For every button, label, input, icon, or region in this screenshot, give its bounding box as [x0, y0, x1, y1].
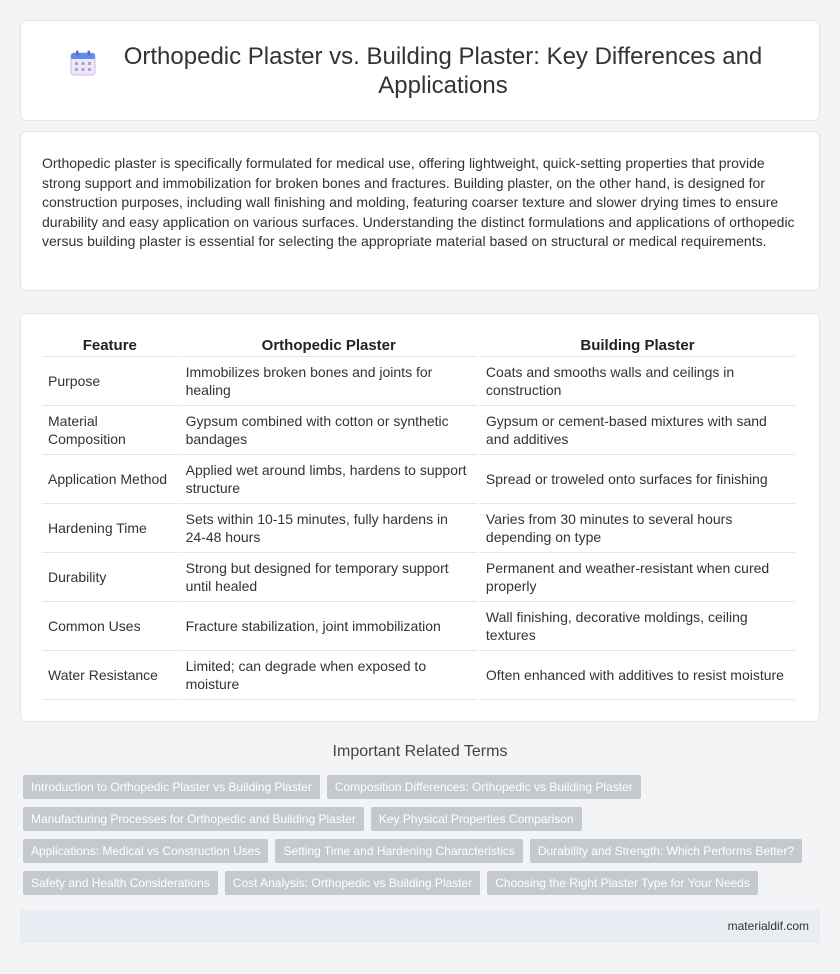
- table-row: [42, 553, 795, 602]
- cell-orthopedic: Gypsum combined with cotton or synthetic bandages: [180, 406, 478, 455]
- related-term-tag[interactable]: Key Physical Properties Comparison: [371, 807, 582, 831]
- header-card: [20, 20, 820, 121]
- table-row: [42, 651, 795, 700]
- tag-row: [23, 775, 823, 799]
- table-row: [42, 504, 795, 553]
- related-term-tag[interactable]: Composition Differences: Orthopedic vs Building Plaster: [327, 775, 641, 799]
- table-header-row: [42, 334, 795, 357]
- cell-feature: Durability: [42, 553, 178, 602]
- cell-building: Wall finishing, decorative moldings, ceiling textures: [480, 602, 795, 651]
- tag-row: [23, 807, 823, 831]
- cell-orthopedic: Applied wet around limbs, hardens to support structure: [180, 455, 478, 504]
- related-terms-list: [23, 775, 823, 903]
- related-term-tag[interactable]: Introduction to Orthopedic Plaster vs Building Plaster: [23, 775, 320, 799]
- related-term-tag[interactable]: Setting Time and Hardening Characteristics: [275, 839, 522, 863]
- comparison-table: [40, 334, 797, 700]
- table-row: [42, 602, 795, 651]
- header-building: Building Plaster: [480, 334, 795, 357]
- related-term-tag[interactable]: Safety and Health Considerations: [23, 871, 218, 895]
- tag-row: [23, 871, 823, 895]
- cell-building: Often enhanced with additives to resist moisture: [480, 651, 795, 700]
- footer: [20, 910, 820, 943]
- comparison-table-card: [20, 313, 820, 722]
- table-row: [42, 357, 795, 406]
- title-wrap: [70, 42, 770, 100]
- cell-building: Coats and smooths walls and ceilings in construction: [480, 357, 795, 406]
- cell-building: Spread or troweled onto surfaces for finishing: [480, 455, 795, 504]
- cell-building: Varies from 30 minutes to several hours depending on type: [480, 504, 795, 553]
- header-orthopedic: Orthopedic Plaster: [180, 334, 478, 357]
- related-terms-heading: Important Related Terms: [332, 743, 508, 760]
- cell-feature: Purpose: [42, 357, 178, 406]
- cell-building: Permanent and weather-resistant when cured properly: [480, 553, 795, 602]
- table-row: [42, 406, 795, 455]
- intro-card: [20, 131, 820, 291]
- header-feature: Feature: [42, 334, 178, 357]
- cell-orthopedic: Limited; can degrade when exposed to moisture: [180, 651, 478, 700]
- related-term-tag[interactable]: Choosing the Right Plaster Type for Your Needs: [487, 871, 758, 895]
- cell-building: Gypsum or cement-based mixtures with sand and additives: [480, 406, 795, 455]
- related-term-tag[interactable]: Durability and Strength: Which Performs Better?: [530, 839, 802, 863]
- tag-row: [23, 839, 823, 863]
- cell-feature: Water Resistance: [42, 651, 178, 700]
- cell-orthopedic: Strong but designed for temporary support until healed: [180, 553, 478, 602]
- cell-orthopedic: Fracture stabilization, joint immobilization: [180, 602, 478, 651]
- intro-text: Orthopedic plaster is specifically formulated for medical use, offering lightweight, quick-setting properties that provide strong support and immobilization for broken bones and fractures. Building plaster, on the other hand, is designed for construction purposes, including wall finishing and molding, featuring coarser texture and slower drying times to ensure durability and easy application on various surfaces. Understanding the distinct formulations and applications of orthopedic versus building plaster is essential for selecting the appropriate material based on structural or medical requirements.: [42, 155, 795, 249]
- cell-orthopedic: Immobilizes broken bones and joints for healing: [180, 357, 478, 406]
- cell-feature: Application Method: [42, 455, 178, 504]
- calendar-icon: [70, 50, 96, 76]
- related-term-tag[interactable]: Cost Analysis: Orthopedic vs Building Plaster: [225, 871, 480, 895]
- cell-feature: Hardening Time: [42, 504, 178, 553]
- cell-feature: Material Composition: [42, 406, 178, 455]
- table-row: [42, 455, 795, 504]
- related-term-tag[interactable]: Manufacturing Processes for Orthopedic and Building Plaster: [23, 807, 364, 831]
- cell-feature: Common Uses: [42, 602, 178, 651]
- footer-site-link[interactable]: materialdif.com: [727, 919, 809, 933]
- related-term-tag[interactable]: Applications: Medical vs Construction Uses: [23, 839, 268, 863]
- page-title: Orthopedic Plaster vs. Building Plaster: Key Differences and Applications: [123, 42, 763, 99]
- cell-orthopedic: Sets within 10-15 minutes, fully hardens in 24-48 hours: [180, 504, 478, 553]
